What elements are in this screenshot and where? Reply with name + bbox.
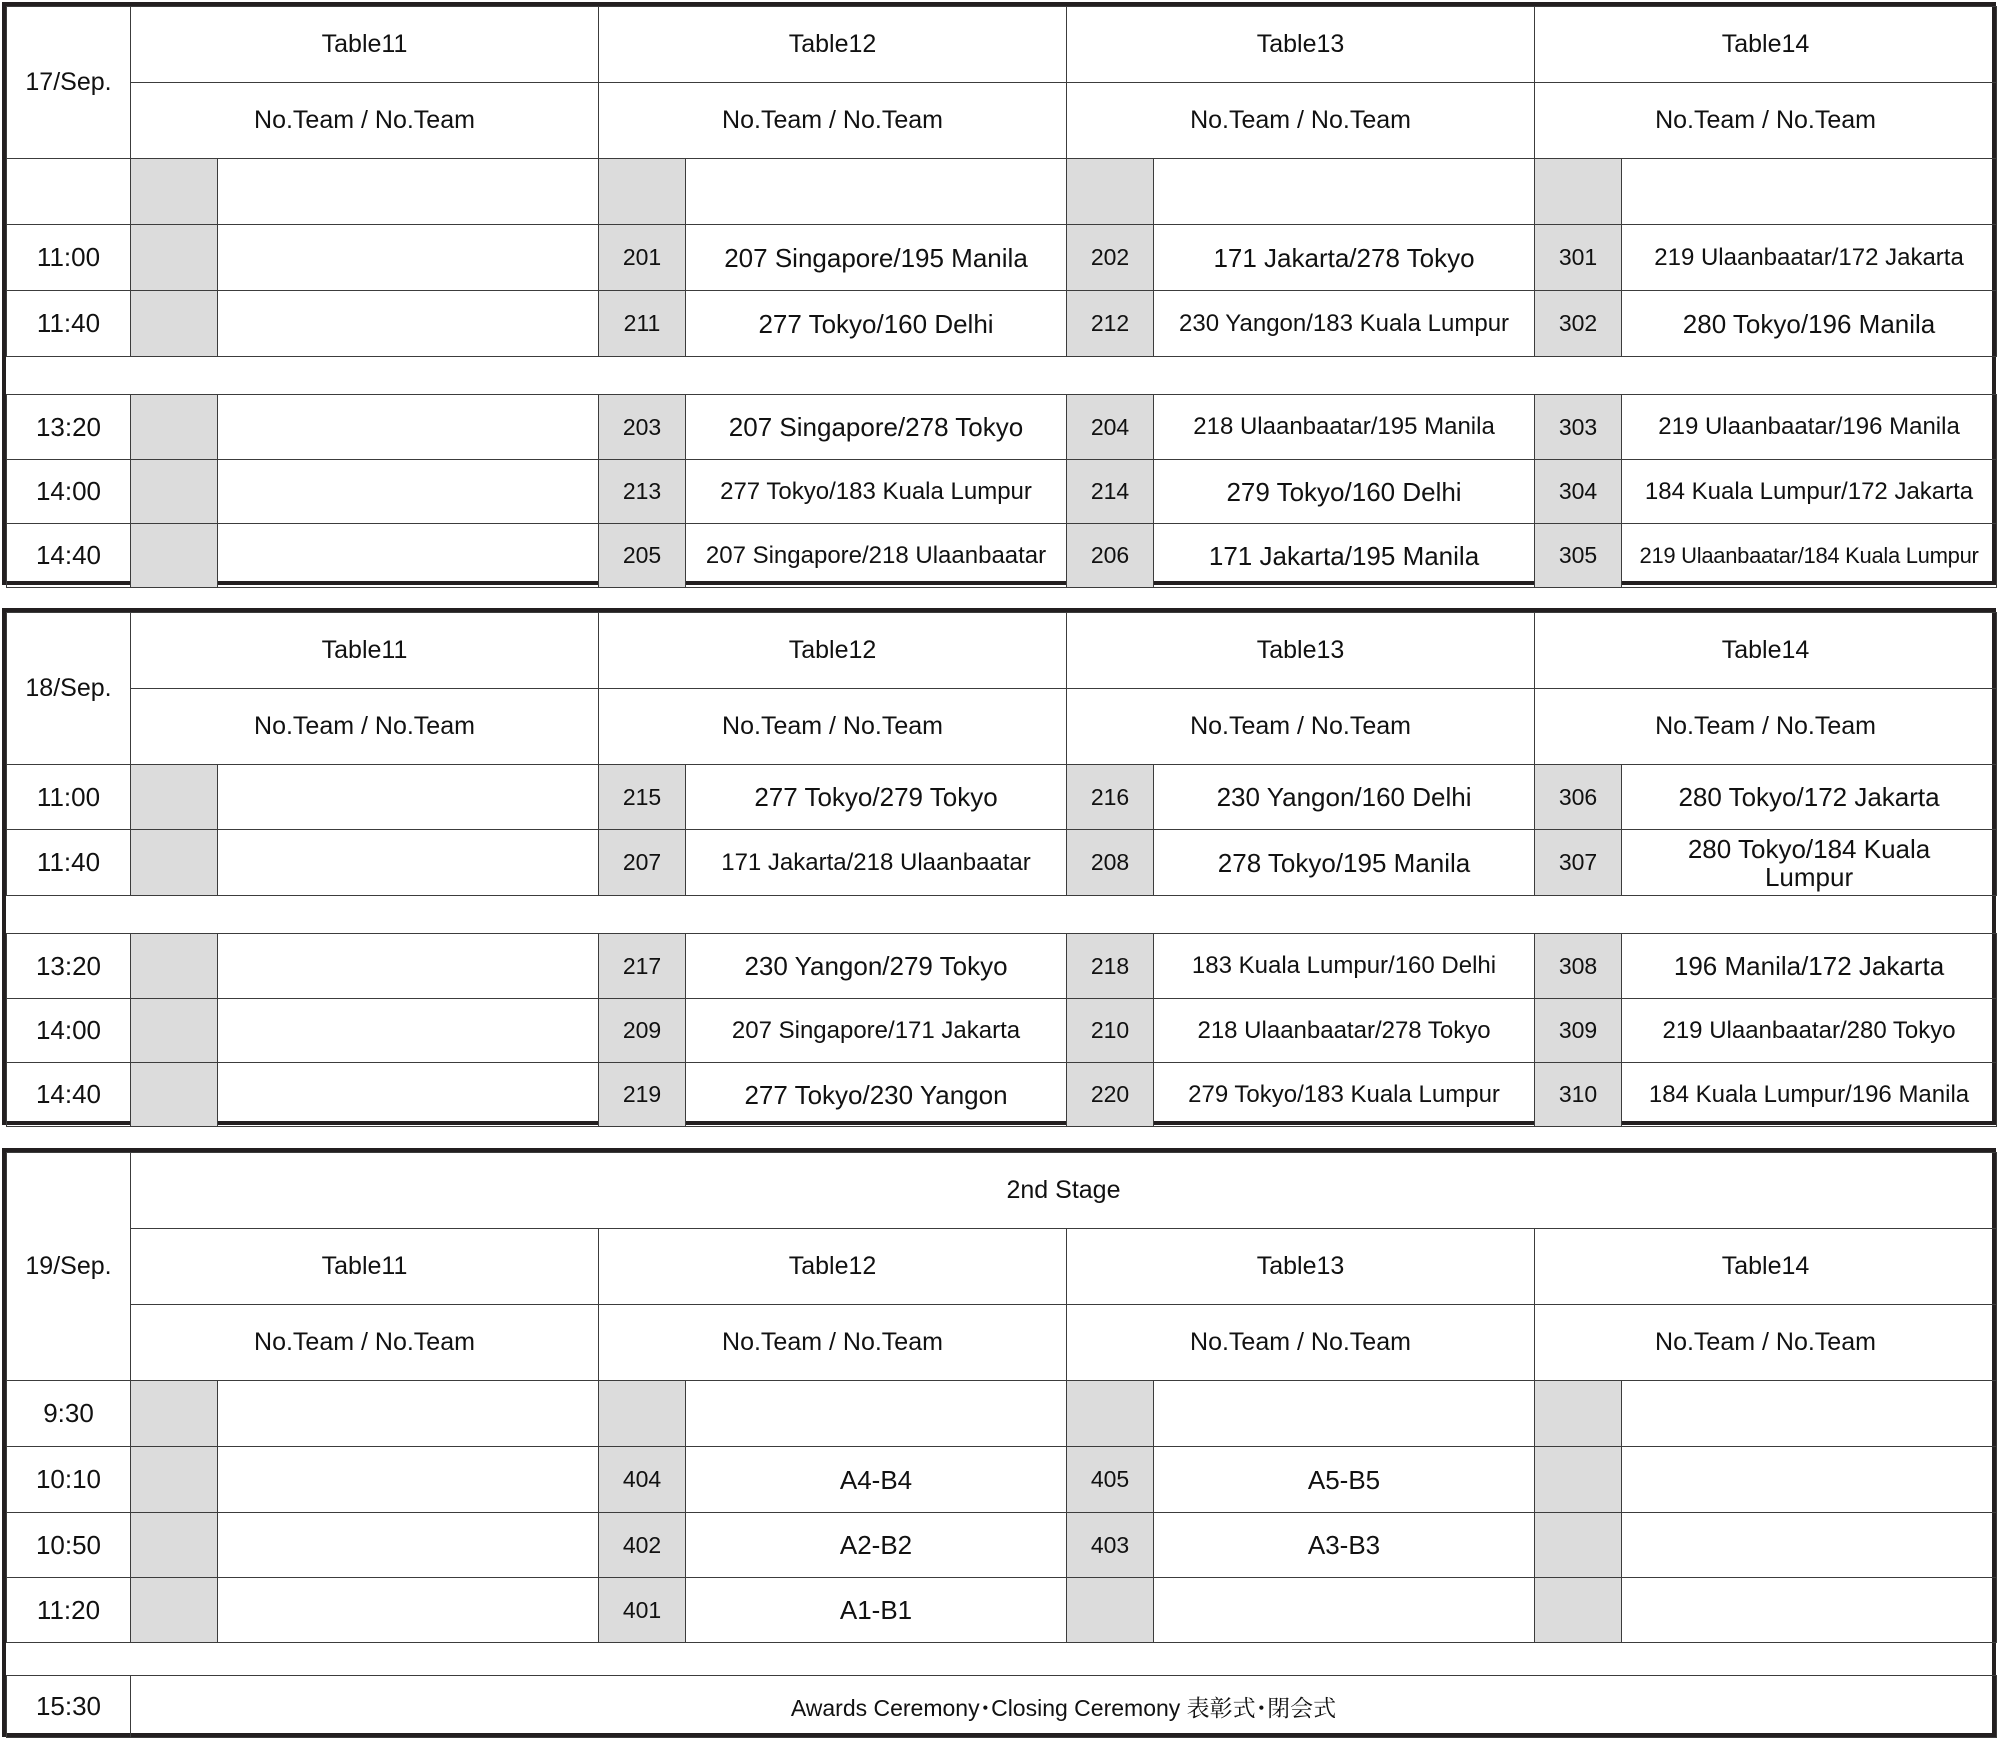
match-teams: 277 Tokyo/230 Yangon — [686, 1063, 1067, 1127]
match-number — [131, 1063, 218, 1127]
match-number: 303 — [1535, 395, 1622, 460]
match-teams: 219 Ulaanbaatar/196 Manila — [1622, 395, 1997, 460]
match-teams — [686, 159, 1067, 225]
match-number: 310 — [1535, 1063, 1622, 1127]
match-number: 202 — [1067, 225, 1154, 291]
schedule-row — [7, 1381, 1997, 1447]
match-number: 403 — [1067, 1513, 1154, 1578]
match-column-header: No.Team / No.Team — [599, 689, 1067, 765]
match-teams — [1622, 1381, 1997, 1447]
match-teams: 277 Tokyo/160 Delhi — [686, 291, 1067, 357]
schedule-row — [7, 1578, 1997, 1643]
match-teams: 218 Ulaanbaatar/278 Tokyo — [1154, 999, 1535, 1063]
match-teams — [218, 765, 599, 830]
match-teams: 207 Singapore/195 Manila — [686, 225, 1067, 291]
match-number — [1535, 1513, 1622, 1578]
match-number: 401 — [599, 1578, 686, 1643]
match-teams: 184 Kuala Lumpur/172 Jakarta — [1622, 460, 1997, 524]
match-number: 206 — [1067, 524, 1154, 588]
match-number: 305 — [1535, 524, 1622, 588]
match-teams: 184 Kuala Lumpur/196 Manila — [1622, 1063, 1997, 1127]
match-teams — [218, 291, 599, 357]
match-number — [131, 1578, 218, 1643]
time-cell: 14:00 — [7, 460, 131, 524]
schedule-row — [7, 999, 1997, 1063]
match-teams — [218, 1381, 599, 1447]
table-header: Table14 — [1535, 1229, 1997, 1305]
date-label: 17/Sep. — [7, 7, 131, 159]
match-number: 209 — [599, 999, 686, 1063]
table-header: Table12 — [599, 613, 1067, 689]
time-cell: 13:20 — [7, 934, 131, 999]
match-teams — [1622, 1513, 1997, 1578]
table-header: Table12 — [599, 1229, 1067, 1305]
match-teams — [218, 225, 599, 291]
break-row — [7, 357, 1997, 395]
table-header: Table14 — [1535, 7, 1997, 83]
match-teams: 183 Kuala Lumpur/160 Delhi — [1154, 934, 1535, 999]
match-number — [131, 460, 218, 524]
match-teams: A4-B4 — [686, 1447, 1067, 1513]
match-teams: 230 Yangon/160 Delhi — [1154, 765, 1535, 830]
match-number: 307 — [1535, 830, 1622, 896]
match-teams — [218, 159, 599, 225]
match-column-header: No.Team / No.Team — [1535, 83, 1997, 159]
match-teams: A5-B5 — [1154, 1447, 1535, 1513]
match-number — [1067, 159, 1154, 225]
match-number: 302 — [1535, 291, 1622, 357]
table-header: Table11 — [131, 7, 599, 83]
stage-header: 2nd Stage — [131, 1153, 1997, 1229]
match-teams: 280 Tokyo/172 Jakarta — [1622, 765, 1997, 830]
match-number: 211 — [599, 291, 686, 357]
table-header: Table14 — [1535, 613, 1997, 689]
schedule-row — [7, 225, 1997, 291]
match-number — [131, 159, 218, 225]
ceremony-label: Awards Ceremony･Closing Ceremony 表彰式･閉会式 — [131, 1676, 1997, 1738]
match-number: 405 — [1067, 1447, 1154, 1513]
schedule-row — [7, 524, 1997, 588]
break-cell — [7, 896, 1997, 934]
match-teams: 279 Tokyo/160 Delhi — [1154, 460, 1535, 524]
time-cell: 11:00 — [7, 765, 131, 830]
match-number — [1535, 1381, 1622, 1447]
match-teams: A3-B3 — [1154, 1513, 1535, 1578]
match-column-header: No.Team / No.Team — [131, 1305, 599, 1381]
break-row — [7, 896, 1997, 934]
time-cell: 10:50 — [7, 1513, 131, 1578]
match-teams: 171 Jakarta/218 Ulaanbaatar — [686, 830, 1067, 896]
match-number — [131, 934, 218, 999]
match-column-header: No.Team / No.Team — [1535, 1305, 1997, 1381]
match-number — [131, 830, 218, 896]
date-label: 18/Sep. — [7, 613, 131, 765]
table-header: Table11 — [131, 1229, 599, 1305]
time-cell: 11:40 — [7, 830, 131, 896]
match-teams — [218, 934, 599, 999]
time-cell: 14:00 — [7, 999, 131, 1063]
match-number: 301 — [1535, 225, 1622, 291]
match-number — [131, 1447, 218, 1513]
match-number: 207 — [599, 830, 686, 896]
match-number — [131, 225, 218, 291]
table-header: Table13 — [1067, 7, 1535, 83]
match-number — [131, 291, 218, 357]
time-cell: 11:20 — [7, 1578, 131, 1643]
match-number — [131, 1513, 218, 1578]
match-teams — [1622, 1447, 1997, 1513]
match-number: 308 — [1535, 934, 1622, 999]
time-cell: 15:30 — [7, 1676, 131, 1738]
match-teams — [1622, 1578, 1997, 1643]
match-teams: 280 Tokyo/196 Manila — [1622, 291, 1997, 357]
match-teams: 277 Tokyo/279 Tokyo — [686, 765, 1067, 830]
match-teams: 279 Tokyo/183 Kuala Lumpur — [1154, 1063, 1535, 1127]
table-header: Table11 — [131, 613, 599, 689]
schedule-row — [7, 1063, 1997, 1127]
match-teams: 277 Tokyo/183 Kuala Lumpur — [686, 460, 1067, 524]
match-number — [131, 999, 218, 1063]
match-number — [1535, 1578, 1622, 1643]
match-teams — [218, 1578, 599, 1643]
match-number — [1535, 159, 1622, 225]
schedule-row — [7, 1447, 1997, 1513]
match-number — [131, 765, 218, 830]
match-teams — [218, 999, 599, 1063]
match-teams: 196 Manila/172 Jakarta — [1622, 934, 1997, 999]
match-teams: A2-B2 — [686, 1513, 1067, 1578]
match-number: 210 — [1067, 999, 1154, 1063]
schedule-row — [7, 830, 1997, 896]
schedule-row — [7, 1513, 1997, 1578]
schedule-day1 — [2, 2, 1996, 585]
time-cell: 14:40 — [7, 1063, 131, 1127]
match-number: 214 — [1067, 460, 1154, 524]
time-cell: 13:20 — [7, 395, 131, 460]
match-teams — [1154, 1381, 1535, 1447]
match-teams: 230 Yangon/279 Tokyo — [686, 934, 1067, 999]
match-column-header: No.Team / No.Team — [1067, 83, 1535, 159]
match-teams — [218, 1063, 599, 1127]
match-teams — [218, 460, 599, 524]
date-label: 19/Sep. — [7, 1153, 131, 1381]
match-number — [131, 395, 218, 460]
match-column-header: No.Team / No.Team — [1535, 689, 1997, 765]
match-column-header: No.Team / No.Team — [599, 1305, 1067, 1381]
match-column-header: No.Team / No.Team — [131, 83, 599, 159]
match-number: 216 — [1067, 765, 1154, 830]
match-number — [1067, 1578, 1154, 1643]
schedule-day3 — [2, 1148, 1996, 1737]
match-column-header: No.Team / No.Team — [599, 83, 1067, 159]
table-header: Table12 — [599, 7, 1067, 83]
time-cell: 14:40 — [7, 524, 131, 588]
match-number: 309 — [1535, 999, 1622, 1063]
match-column-header: No.Team / No.Team — [131, 689, 599, 765]
match-teams — [1622, 159, 1997, 225]
break-row — [7, 1643, 1997, 1676]
time-cell — [7, 159, 131, 225]
table-header: Table13 — [1067, 613, 1535, 689]
match-number: 402 — [599, 1513, 686, 1578]
time-cell: 11:40 — [7, 291, 131, 357]
match-number: 217 — [599, 934, 686, 999]
time-cell: 9:30 — [7, 1381, 131, 1447]
match-number: 212 — [1067, 291, 1154, 357]
match-teams: 278 Tokyo/195 Manila — [1154, 830, 1535, 896]
match-number: 213 — [599, 460, 686, 524]
schedule-row — [7, 395, 1997, 460]
match-teams: 207 Singapore/218 Ulaanbaatar — [686, 524, 1067, 588]
match-column-header: No.Team / No.Team — [1067, 1305, 1535, 1381]
break-cell — [7, 1643, 1997, 1676]
match-number: 218 — [1067, 934, 1154, 999]
schedule-row — [7, 934, 1997, 999]
schedule-row — [7, 291, 1997, 357]
match-teams — [218, 830, 599, 896]
schedule-row — [7, 765, 1997, 830]
match-teams: 230 Yangon/183 Kuala Lumpur — [1154, 291, 1535, 357]
ceremony-row — [7, 1676, 1997, 1738]
match-number: 304 — [1535, 460, 1622, 524]
match-number: 205 — [599, 524, 686, 588]
match-number — [1535, 1447, 1622, 1513]
schedule-row — [7, 159, 1997, 225]
match-teams: 171 Jakarta/195 Manila — [1154, 524, 1535, 588]
match-teams: 171 Jakarta/278 Tokyo — [1154, 225, 1535, 291]
match-number — [131, 1381, 218, 1447]
match-teams: 219 Ulaanbaatar/280 Tokyo — [1622, 999, 1997, 1063]
match-teams: 219 Ulaanbaatar/184 Kuala Lumpur — [1622, 524, 1997, 588]
match-teams — [1154, 1578, 1535, 1643]
match-number: 220 — [1067, 1063, 1154, 1127]
match-number — [1067, 1381, 1154, 1447]
match-teams: 219 Ulaanbaatar/172 Jakarta — [1622, 225, 1997, 291]
match-teams: 207 Singapore/171 Jakarta — [686, 999, 1067, 1063]
match-teams — [218, 395, 599, 460]
match-number: 219 — [599, 1063, 686, 1127]
schedule-day2 — [2, 608, 1996, 1125]
match-number: 208 — [1067, 830, 1154, 896]
match-number — [599, 159, 686, 225]
match-number — [131, 524, 218, 588]
match-teams — [218, 1513, 599, 1578]
match-teams — [1154, 159, 1535, 225]
match-number: 201 — [599, 225, 686, 291]
match-teams: 207 Singapore/278 Tokyo — [686, 395, 1067, 460]
match-teams: 218 Ulaanbaatar/195 Manila — [1154, 395, 1535, 460]
schedule-row — [7, 460, 1997, 524]
match-teams — [218, 524, 599, 588]
time-cell: 10:10 — [7, 1447, 131, 1513]
match-number: 404 — [599, 1447, 686, 1513]
match-teams: A1-B1 — [686, 1578, 1067, 1643]
match-number — [599, 1381, 686, 1447]
match-teams — [686, 1381, 1067, 1447]
match-teams — [218, 1447, 599, 1513]
match-number: 203 — [599, 395, 686, 460]
match-number: 204 — [1067, 395, 1154, 460]
break-cell — [7, 357, 1997, 395]
match-teams: 280 Tokyo/184 Kuala Lumpur — [1622, 830, 1997, 896]
time-cell: 11:00 — [7, 225, 131, 291]
match-number: 306 — [1535, 765, 1622, 830]
table-header: Table13 — [1067, 1229, 1535, 1305]
match-column-header: No.Team / No.Team — [1067, 689, 1535, 765]
match-number: 215 — [599, 765, 686, 830]
